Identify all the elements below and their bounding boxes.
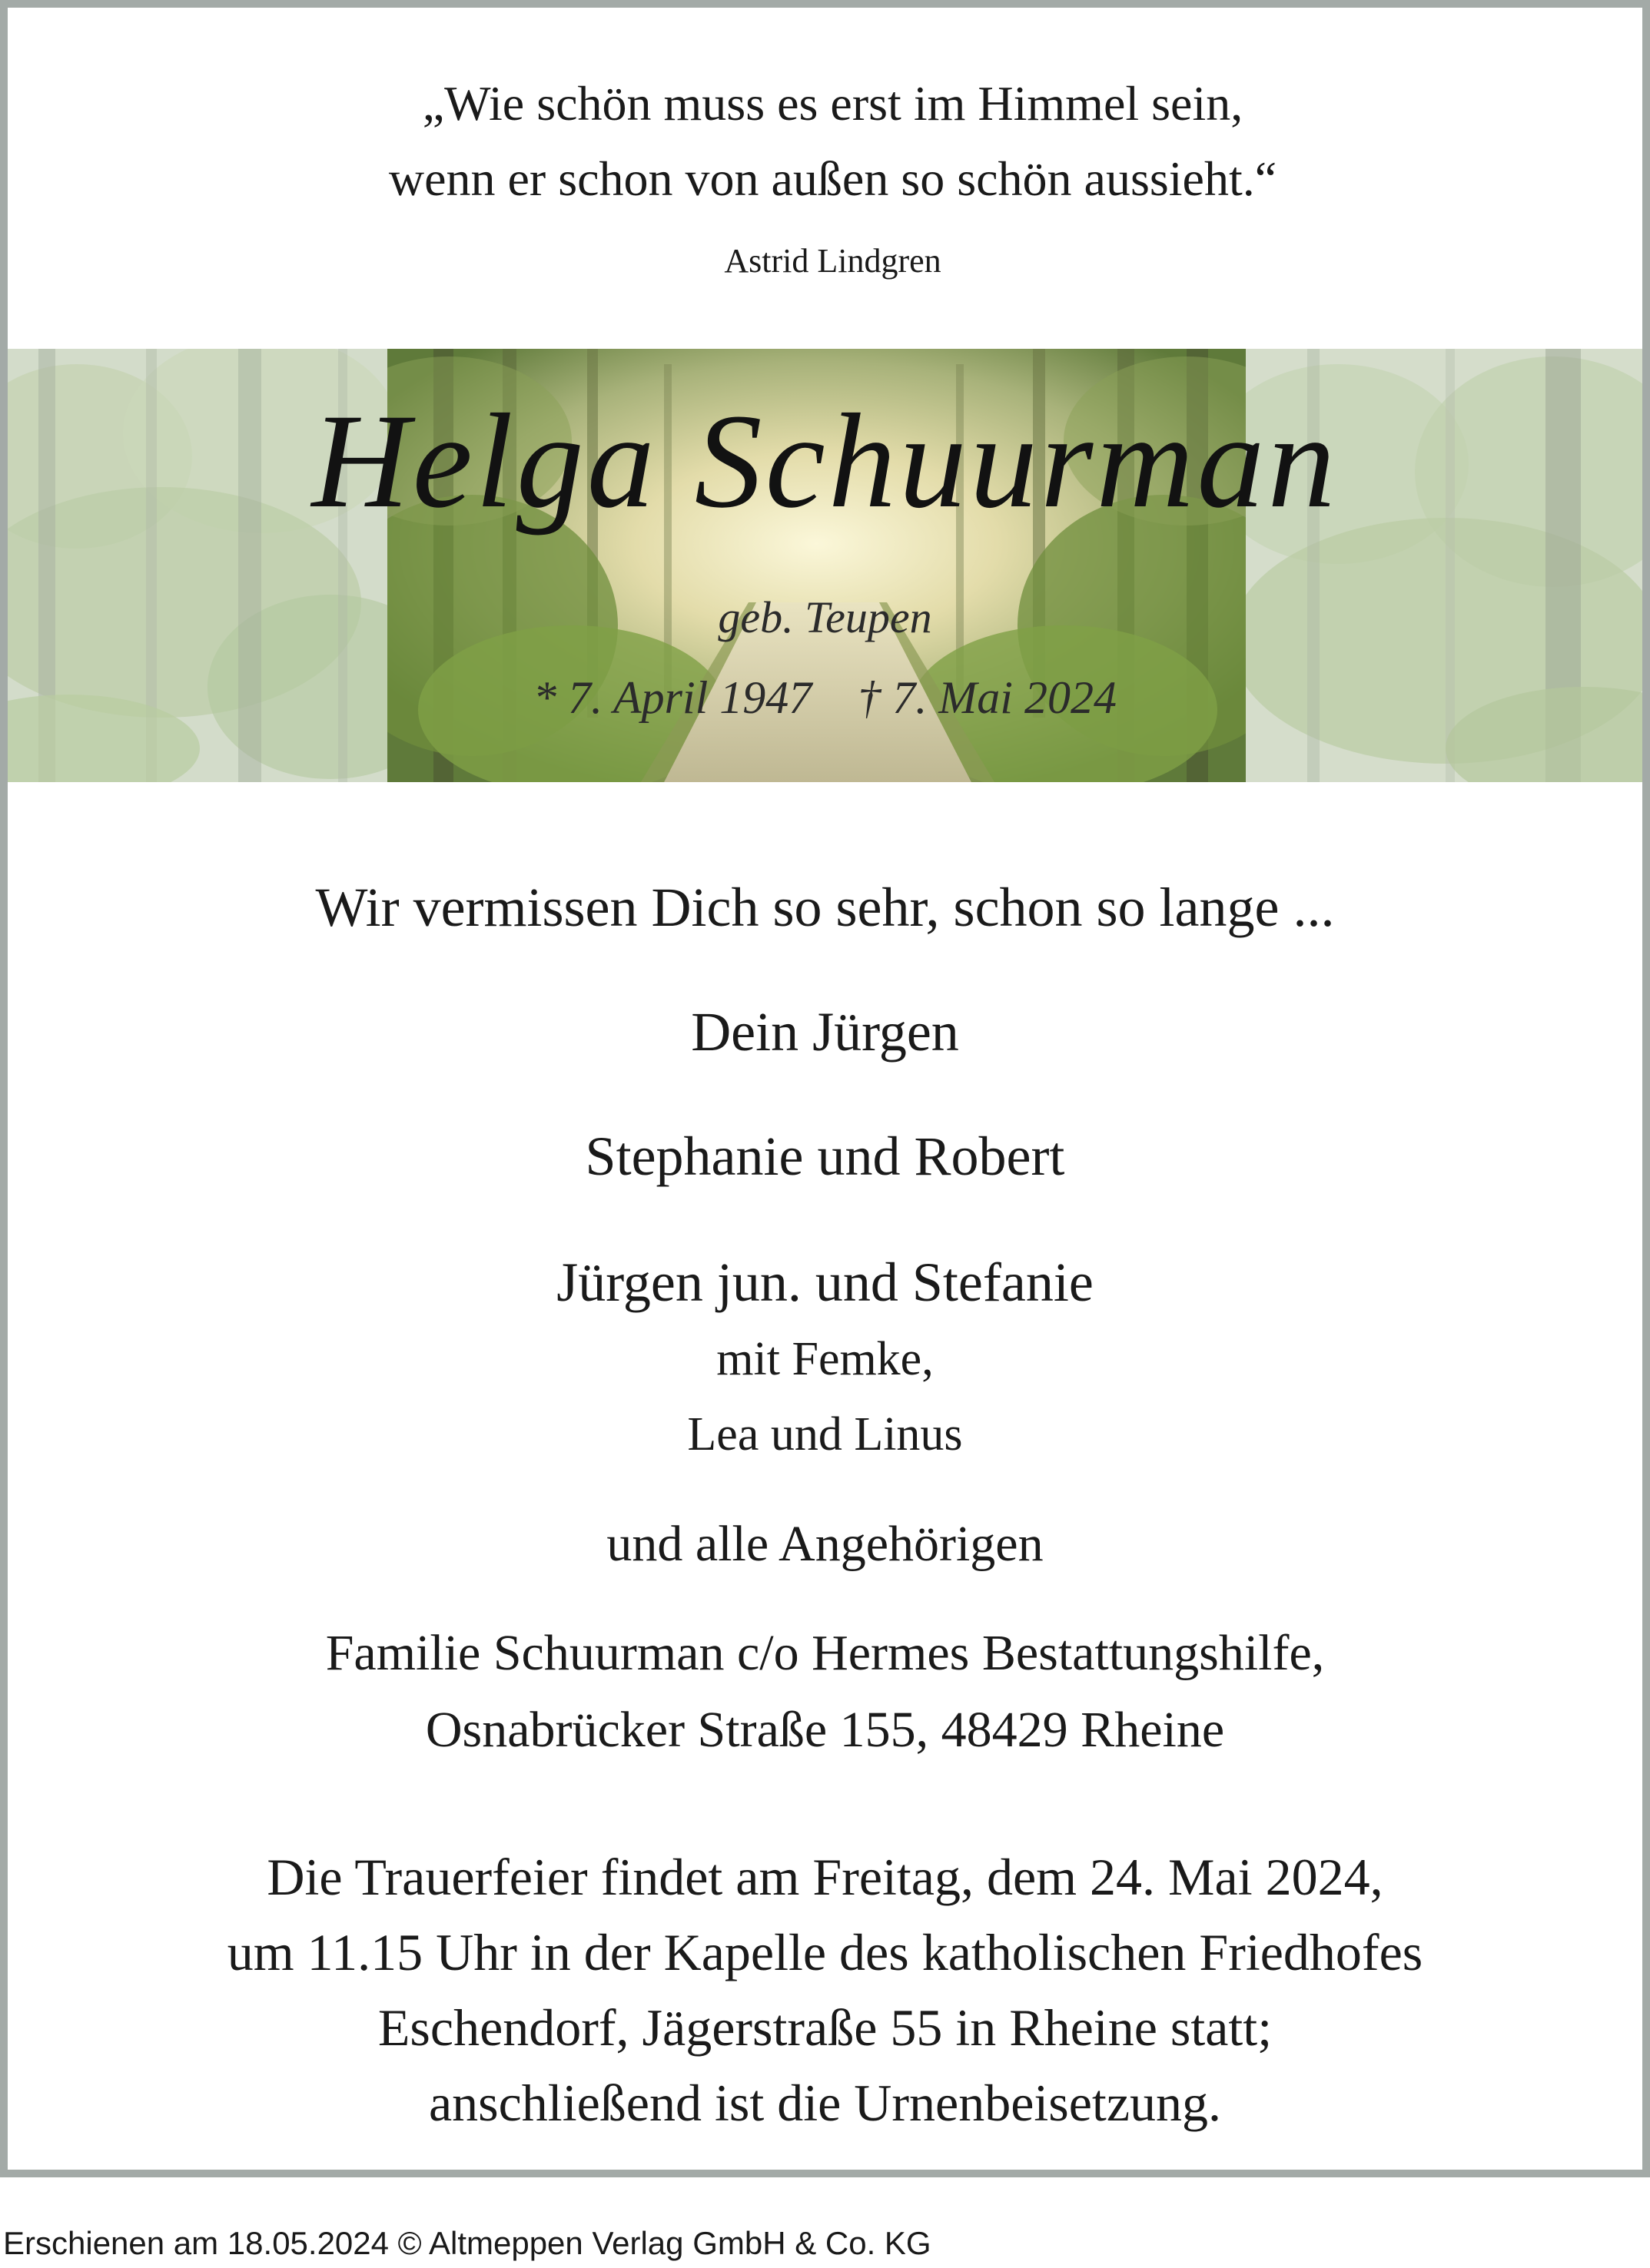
publication-footer: Erschienen am 18.05.2024 © Altmeppen Verlag GmbH & Co. KG <box>3 2225 931 2261</box>
quote-line-2: wenn er schon von außen so schön aussieht.“ <box>388 151 1277 206</box>
mourning-message: Wir vermissen Dich so sehr, schon so lange ... <box>315 877 1335 938</box>
mourner-juergen-jun-stefanie: Jürgen jun. und Stefanie <box>556 1252 1094 1313</box>
quote-author: Astrid Lindgren <box>724 242 941 280</box>
mourner-grandchildren-1: mit Femke, <box>716 1333 934 1385</box>
deceased-name: Helga Schuurman <box>311 386 1339 536</box>
service-line-2: um 11.15 Uhr in der Kapelle des katholischen Friedhofes <box>227 1923 1423 1981</box>
life-dates <box>0 671 1650 724</box>
service-line-1: Die Trauerfeier findet am Freitag, dem 24. Mai 2024, <box>267 1848 1383 1906</box>
death-date: † 7. Mai 2024 <box>858 672 1117 723</box>
mourner-grandchildren-2: Lea und Linus <box>687 1408 963 1461</box>
service-line-4: anschließend ist die Urnenbeisetzung. <box>428 2074 1222 2132</box>
mourner-juergen: Dein Jürgen <box>691 1001 959 1063</box>
birth-date: * 7. April 1947 <box>533 672 812 723</box>
address-line-2: Osnabrücker Straße 155, 48429 Rheine <box>425 1702 1225 1758</box>
mourner-relatives: und alle Angehörigen <box>606 1516 1044 1572</box>
mourner-stephanie-robert: Stephanie und Robert <box>585 1126 1065 1187</box>
maiden-name: geb. Teupen <box>718 592 932 642</box>
quote-line-1: „Wie schön muss es erst im Himmel sein, <box>422 76 1243 131</box>
address-line-1: Familie Schuurman c/o Hermes Bestattungshilfe, <box>325 1625 1325 1681</box>
service-line-3: Eschendorf, Jägerstraße 55 in Rheine statt; <box>377 1998 1273 2057</box>
